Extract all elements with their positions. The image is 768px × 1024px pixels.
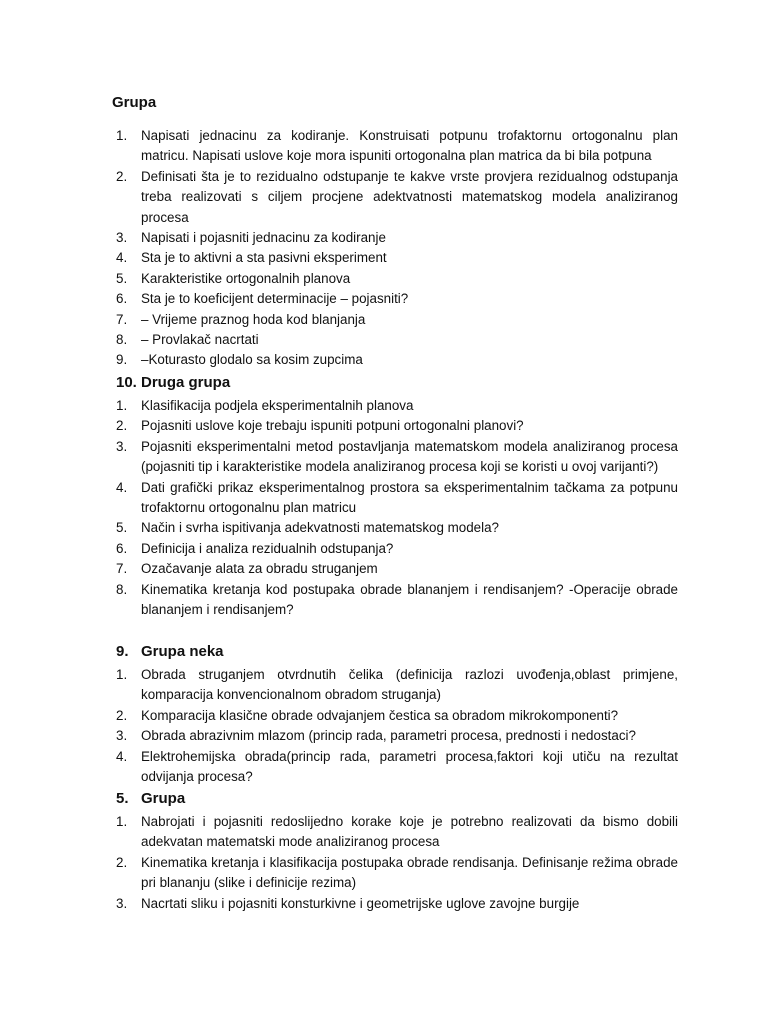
list-item: 1. Klasifikacija podjela eksperimentalnih planova [116,398,414,413]
list-item: 1. Napisati jednacinu za kodiranje. Konstruisati potpunu trofaktornu ortogonalnu plan matricu. Napisati uslove koje mora ispuniti ortogonalna plan matrica da bi bila potpuna [116,128,678,164]
list-item: 5. Način i svrha ispitivanja adekvatnosti matematskog modela? [116,520,500,536]
question-list-4 [116,812,678,914]
list-item: 3. Napisati i pojasniti jednacinu za kodiranje [116,230,386,246]
list-item: 2. Komparacija klasične obrade odvajanjem čestica sa obradom mikrokomponenti? [116,707,619,723]
list-item: 4. Elektrohemijska obrada(princip rada, parametri procesa,faktori koji utiču na rezultat odvijanja procesa? [116,748,678,785]
section-heading-druga-grupa: 10. Druga grupa [116,374,231,391]
question-list-2 [116,396,678,620]
section-heading-grupa: 5. Grupa [116,790,186,807]
list-item: 9. –Koturasto glodalo sa kosim zupcima [116,352,363,368]
list-item: 3. Obrada abrazivnim mlazom (princip rada, parametri procesa, prednosti i nedostaci? [116,728,636,744]
list-item: 3. Nacrtati sliku i pojasniti konsturkivne i geometrijske uglove zavojne burgije [116,895,580,911]
list-item: 1. Obrada struganjem otvrdnutih čelika (definicija razlozi uvođenja,oblast primjene, komparacija konvencionalnom obradom struganja) [116,667,678,703]
list-item: 1. Nabrojati i pojasniti redoslijedno korake koje je potrebno realizovati da bismo dobili adekvatan matematski mode analiziranog procesa [116,814,678,850]
page-title: Grupa [112,94,157,111]
list-item: 7. Ozačavanje alata za obradu struganjem [116,561,378,577]
list-item: 6. Definicija i analiza rezidualnih odstupanja? [116,540,394,556]
section-heading-grupa-neka: 9. Grupa neka [116,643,224,660]
list-item: 8. – Provlakač nacrtati [116,332,259,348]
list-item: 6. Sta je to koeficijent determinacije – pojasniti? [116,291,409,307]
list-item: 4. Dati grafički prikaz eksperimentalnog prostora sa eksperimentalnim tačkama za potpunu trofaktornu ortogonalnu plan matricu [116,479,678,516]
question-list-3 [116,665,678,787]
list-item: 2. Definisati šta je to rezidualno odstupanje te kakve vrste provjera rezidualnog odstupanja treba realizovati s ciljem procjene adektvatnosti matematskog modela analiziranog procesa [116,168,678,225]
list-item: 4. Sta je to aktivni a sta pasivni eksperiment [116,250,387,266]
list-item: 3. Pojasniti eksperimentalni metod postavljanja matematskom modela analiziranog procesa (pojasniti tip i karakteristike modela analiziranog procesa koji se koristi u ovoj varijanti?) [116,438,678,475]
list-item: 2. Kinematika kretanja i klasifikacija postupaka obrade rendisanja. Definisanje režima obrade pri blananju (slike i definicije rezima) [116,854,678,891]
list-item: 8. Kinematika kretanja kod postupaka obrade blananjem i rendisanjem? -Operacije obrade blananjem i rendisanjem? [116,581,678,618]
list-item: 2. Pojasniti uslove koje trebaju ispuniti potpuni ortogonalni planovi? [116,418,524,434]
list-item: 7. – Vrijeme praznog hoda kod blanjanja [116,311,366,327]
question-list-1 [116,126,678,371]
list-item: 5. Karakteristike ortogonalnih planova [116,270,351,286]
